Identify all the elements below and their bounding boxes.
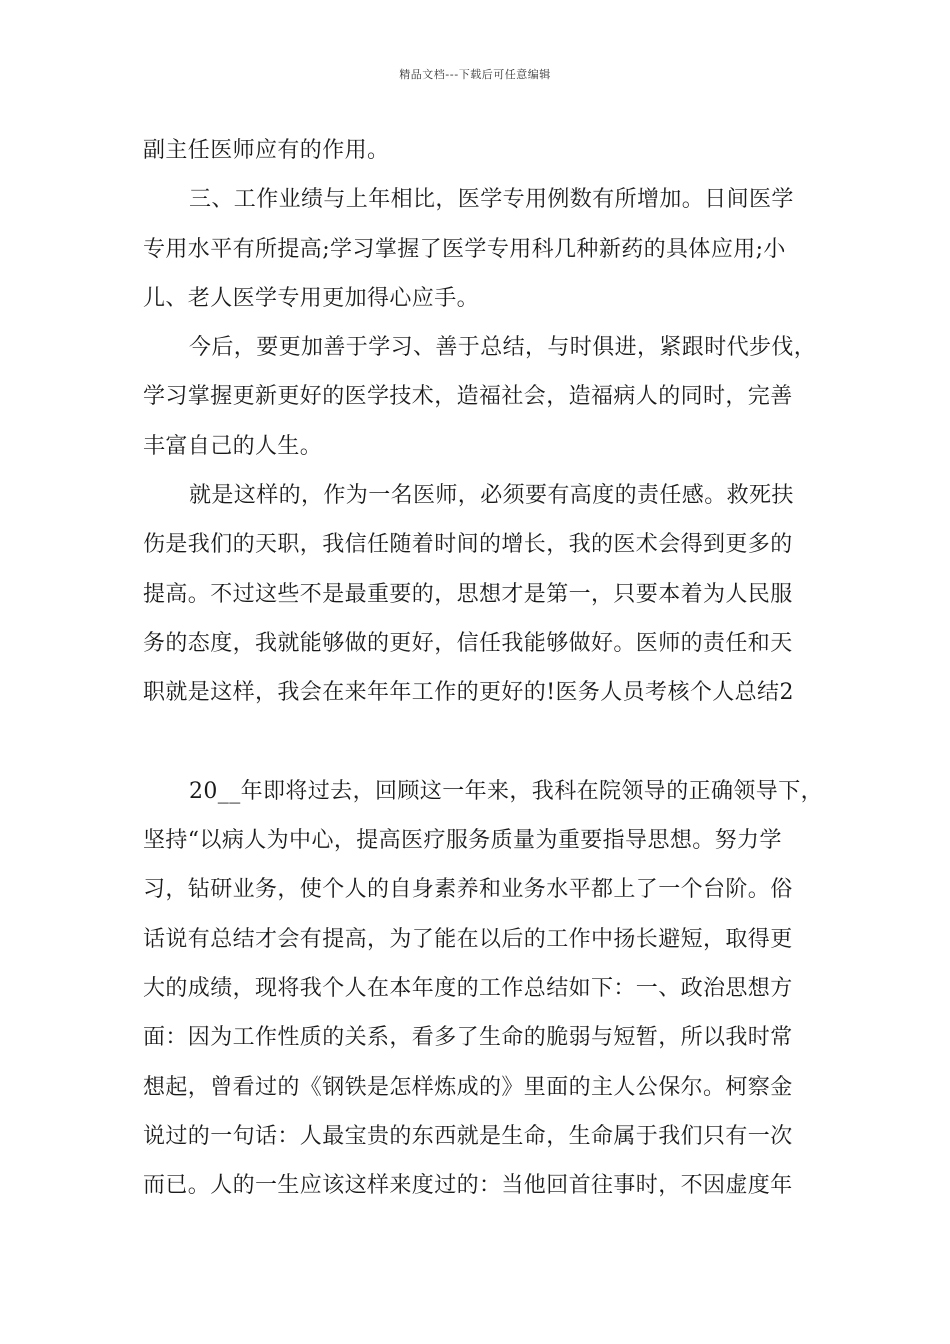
text-line: 就是这样的，作为一名医师，必须要有高度的责任感。救死扶 [189,483,794,509]
text-line: 职就是这样，我会在来年年工作的更好的!医务人员考核个人总结2 [143,680,794,706]
text-line: 话说有总结才会有提高，为了能在以后的工作中扬长避短，取得更 [143,926,793,952]
text-line: 而已。人的一生应该这样来度过的：当他回首往事时，不因虚度年 [143,1173,793,1199]
page-header: 精品文档---下载后可任意编辑 [399,68,551,81]
text-line: 伤是我们的天职，我信任随着时间的增长，我的医术会得到更多的 [143,532,793,558]
text-line: 大的成绩，现将我个人在本年度的工作总结如下：一、政治思想方 [143,976,793,1002]
text-line: 三、工作业绩与上年相比，医学专用例数有所增加。日间医学 [189,187,794,213]
text-line: 儿、老人医学专用更加得心应手。 [143,285,480,311]
text-line: 丰富自己的人生。 [143,433,323,459]
document-body [143,126,823,1211]
text-line: 提高。不过这些不是最重要的，思想才是第一，只要本着为人民服 [143,581,793,607]
text-line: 想起，曾看过的《钢铁是怎样炼成的》里面的主人公保尔。柯察金 [143,1074,793,1100]
text-line: 说过的一句话：人最宝贵的东西就是生命，生命属于我们只有一次 [143,1123,793,1149]
text-line: 副主任医师应有的作用。 [143,138,390,163]
text-line: 务的态度，我就能够做的更好，信任我能够做好。医师的责任和天 [143,630,793,656]
text-line: 习，钻研业务，使个人的自身素养和业务水平都上了一个台阶。俗 [143,877,793,903]
text-line: 学习掌握更新更好的医学技术，造福社会，造福病人的同时，完善 [143,384,793,410]
text-line: 坚持“以病人为中心，提高医疗服务质量为重要指导思想。努力学 [143,828,782,854]
text-line: 今后，要更加善于学习、善于总结，与时俱进，紧跟时代步伐， [189,335,817,361]
text-line: 面：因为工作性质的关系，看多了生命的脆弱与短暂，所以我时常 [143,1025,793,1051]
blank-line [143,718,813,767]
text-line: 20__年即将过去，回顾这一年来，我科在院领导的正确领导下， [189,778,823,804]
text-line: 专用水平有所提高;学习掌握了医学专用科几种新药的具体应用;小 [143,236,786,262]
